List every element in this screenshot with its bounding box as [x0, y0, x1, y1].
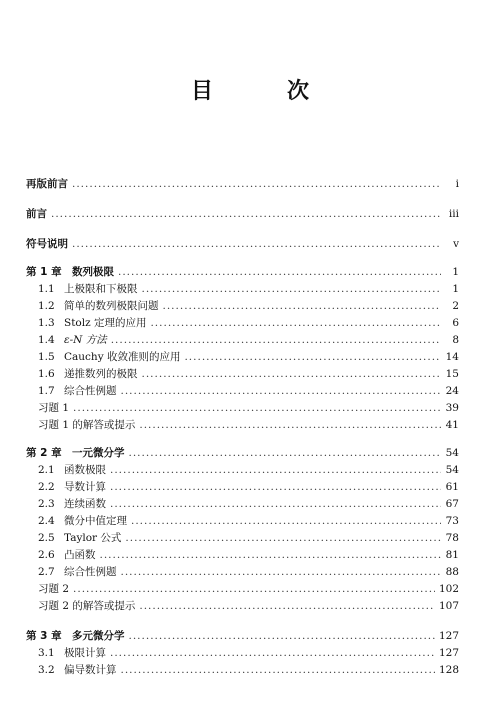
- entry-label: 再版前言: [26, 178, 68, 190]
- page-number: 54: [445, 464, 459, 476]
- toc-section[interactable]: [38, 366, 459, 382]
- section-title: 连续函数: [64, 498, 106, 510]
- section-number: 1.5: [38, 351, 55, 363]
- leader-dots: [150, 315, 441, 331]
- page-number: 15: [445, 368, 459, 380]
- page-number: 54: [445, 447, 459, 459]
- toc-section[interactable]: [38, 349, 459, 365]
- leader-dots: [129, 628, 435, 644]
- page-number: 39: [445, 402, 459, 414]
- toc-section[interactable]: [38, 645, 459, 661]
- toc-section[interactable]: [38, 383, 459, 399]
- toc-section[interactable]: [38, 530, 459, 546]
- page-number: 1: [452, 283, 459, 295]
- leader-dots: [72, 176, 441, 192]
- section-title: 递推数列的极限: [64, 368, 138, 380]
- toc-section[interactable]: [38, 479, 459, 495]
- page-number: iii: [448, 208, 459, 220]
- page-number: 61: [445, 481, 459, 493]
- section-title: Cauchy 收敛准则的应用: [64, 351, 181, 363]
- toc-entry-preface-second-edition[interactable]: [26, 176, 459, 192]
- section-title: 函数极限: [64, 464, 106, 476]
- section-title: Stolz 定理的应用: [64, 317, 147, 329]
- page-title: 目 次: [190, 79, 335, 104]
- section-number: 2.5: [38, 532, 55, 544]
- page-number: 41: [445, 419, 459, 431]
- toc-section[interactable]: [38, 496, 459, 512]
- page-number: 73: [445, 515, 459, 527]
- leader-dots: [163, 298, 442, 314]
- toc-exercise[interactable]: [38, 581, 459, 597]
- section-title: 综合性例题: [64, 385, 117, 397]
- section-number: 1.6: [38, 368, 55, 380]
- leader-dots: [111, 332, 441, 348]
- page-number: 6: [452, 317, 459, 329]
- toc-section[interactable]: [38, 513, 459, 529]
- leader-dots: [51, 206, 441, 222]
- leader-dots: [129, 445, 442, 461]
- toc-chapter-1[interactable]: [26, 264, 459, 280]
- toc-section[interactable]: [38, 462, 459, 478]
- page-number: 102: [438, 583, 459, 595]
- section-title: 凸函数: [64, 549, 96, 561]
- page-number: 128: [438, 664, 459, 676]
- toc-exercise[interactable]: [38, 598, 459, 614]
- leader-dots: [142, 281, 442, 297]
- section-number: 1.3: [38, 317, 55, 329]
- toc-section[interactable]: [38, 662, 459, 678]
- exercise-title: 习题 2 的解答或提示: [38, 600, 136, 612]
- exercise-title: 习题 1: [38, 402, 70, 414]
- leader-dots: [110, 479, 441, 495]
- toc-chapter-2[interactable]: [26, 445, 459, 461]
- section-title: Taylor 公式: [64, 532, 122, 544]
- section-number: 2.3: [38, 498, 55, 510]
- page-number: 67: [445, 498, 459, 510]
- toc-chapter-3[interactable]: [26, 628, 459, 644]
- leader-dots: [118, 264, 441, 280]
- chapter-title: 多元微分学: [72, 630, 125, 642]
- section-number: 1.1: [38, 283, 55, 295]
- section-title: 上极限和下极限: [64, 283, 138, 295]
- leader-dots: [121, 662, 435, 678]
- exercise-title: 习题 1 的解答或提示: [38, 419, 136, 431]
- chapter-number: 第 3 章: [26, 630, 62, 642]
- toc-section[interactable]: [38, 315, 459, 331]
- page-number: 1: [452, 266, 459, 278]
- page-number: 8: [452, 334, 459, 346]
- section-number: 3.2: [38, 664, 55, 676]
- section-number: 2.7: [38, 566, 55, 578]
- chapter-number: 第 1 章: [26, 266, 62, 278]
- entry-label: 前言: [26, 208, 47, 220]
- toc-exercise[interactable]: [38, 400, 459, 416]
- exercise-title: 习题 2: [38, 583, 70, 595]
- toc-entry-notation[interactable]: [26, 236, 459, 252]
- section-number: 1.2: [38, 300, 55, 312]
- leader-dots: [121, 383, 442, 399]
- leader-dots: [100, 547, 442, 563]
- section-title: 综合性例题: [64, 566, 117, 578]
- page-number: 107: [438, 600, 459, 612]
- chapter-number: 第 2 章: [26, 447, 62, 459]
- toc-entry-preface[interactable]: [26, 206, 459, 222]
- page-number: 127: [438, 647, 459, 659]
- leader-dots: [139, 598, 435, 614]
- page-number: 14: [445, 351, 459, 363]
- section-number: 2.2: [38, 481, 55, 493]
- entry-label: 符号说明: [26, 238, 68, 250]
- leader-dots: [121, 564, 442, 580]
- page-number: 81: [445, 549, 459, 561]
- leader-dots: [139, 417, 441, 433]
- section-title: ε-N 方法: [64, 334, 107, 346]
- page-number: v: [453, 238, 459, 250]
- toc-section[interactable]: [38, 564, 459, 580]
- leader-dots: [125, 530, 441, 546]
- page-number: 24: [445, 385, 459, 397]
- leader-dots: [73, 581, 435, 597]
- page-number: 2: [452, 300, 459, 312]
- page-number: 78: [445, 532, 459, 544]
- section-title: 简单的数列极限问题: [64, 300, 159, 312]
- section-title: 导数计算: [64, 481, 106, 493]
- leader-dots: [110, 462, 441, 478]
- page-number: i: [455, 178, 459, 190]
- section-number: 2.4: [38, 515, 55, 527]
- toc-section[interactable]: [38, 332, 459, 348]
- section-number: 2.1: [38, 464, 55, 476]
- section-title: 极限计算: [64, 647, 106, 659]
- leader-dots: [131, 513, 441, 529]
- section-title: 微分中值定理: [64, 515, 127, 527]
- leader-dots: [72, 236, 441, 252]
- page-number: 127: [438, 630, 459, 642]
- chapter-title: 数列极限: [72, 266, 114, 278]
- leader-dots: [184, 349, 441, 365]
- leader-dots: [73, 400, 441, 416]
- section-number: 1.7: [38, 385, 55, 397]
- page-number: 88: [445, 566, 459, 578]
- section-number: 3.1: [38, 647, 55, 659]
- section-number: 2.6: [38, 549, 55, 561]
- leader-dots: [110, 496, 441, 512]
- toc-section[interactable]: [38, 547, 459, 563]
- chapter-title: 一元微分学: [72, 447, 125, 459]
- section-title: 偏导数计算: [64, 664, 117, 676]
- toc-section[interactable]: [38, 298, 459, 314]
- toc-exercise[interactable]: [38, 417, 459, 433]
- section-number: 1.4: [38, 334, 55, 346]
- leader-dots: [142, 366, 442, 382]
- leader-dots: [110, 645, 435, 661]
- toc-section[interactable]: [38, 281, 459, 297]
